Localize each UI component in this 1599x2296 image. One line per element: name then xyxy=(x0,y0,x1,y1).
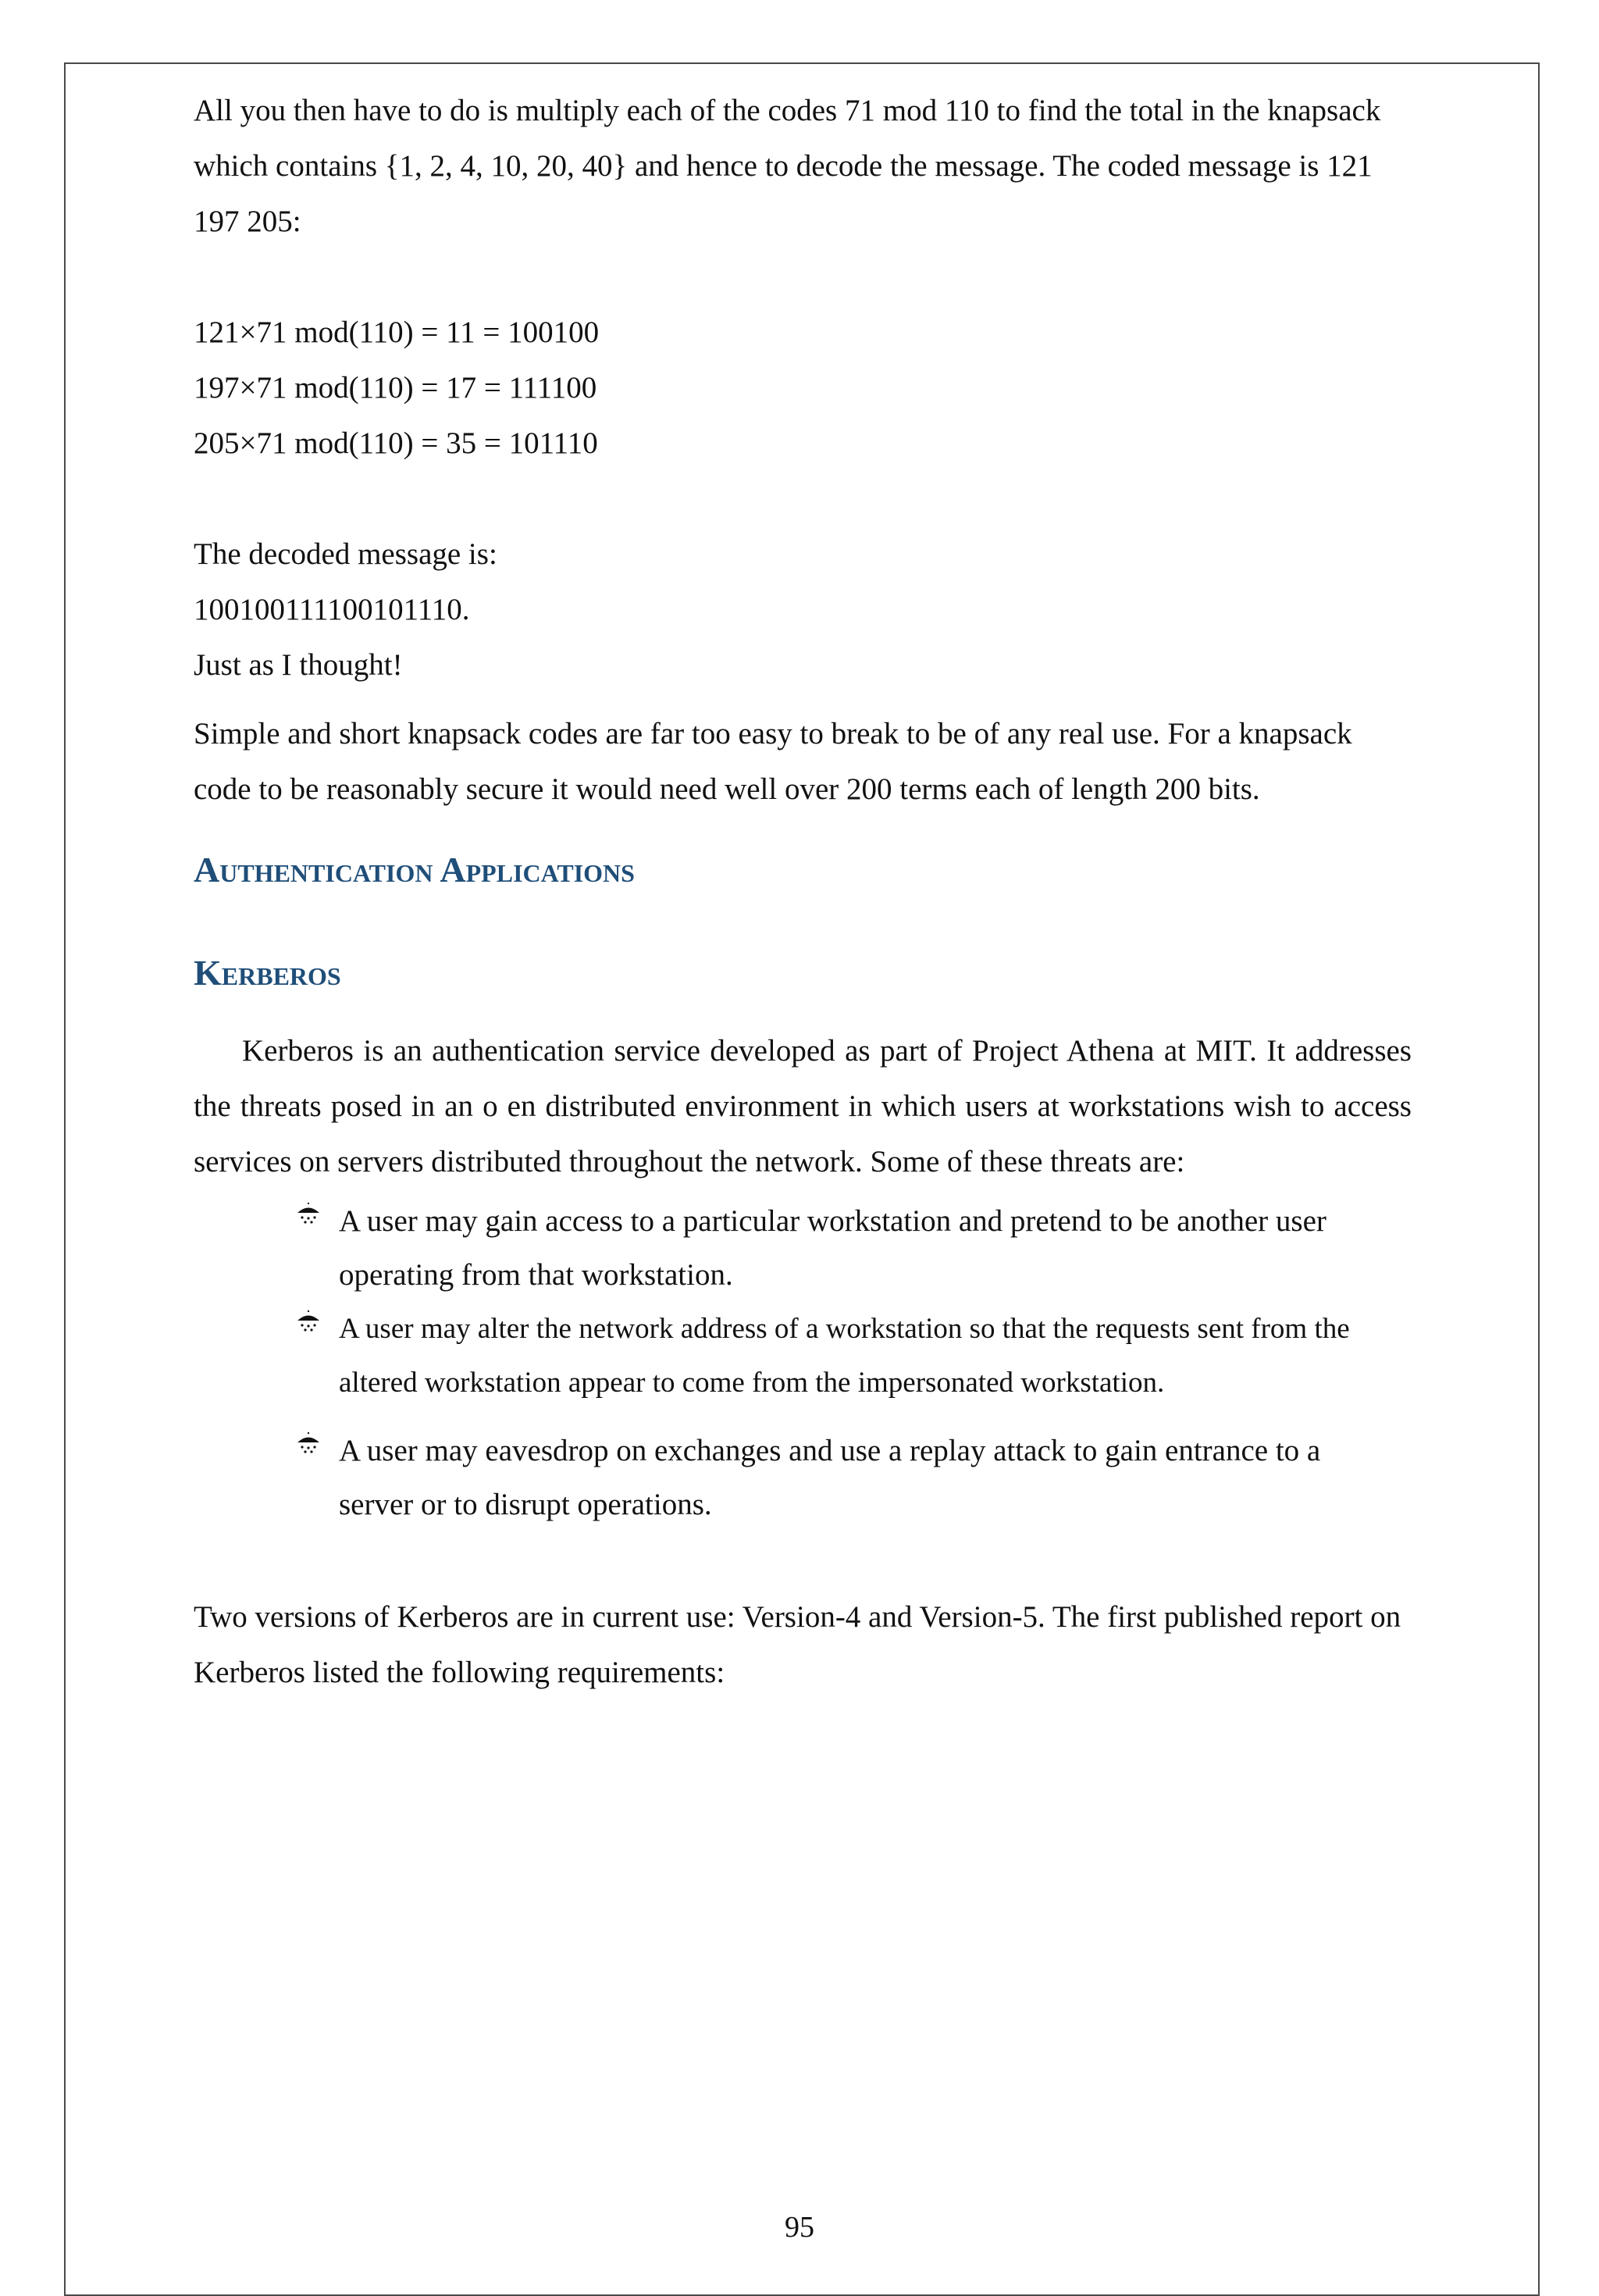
calc-line-3: 205×71 mod(110) = 35 = 101110 xyxy=(194,426,598,460)
page-content xyxy=(194,83,1412,1700)
list-item xyxy=(194,1302,1412,1410)
page-number: 95 xyxy=(785,2211,814,2244)
subsection-heading: Kerberos xyxy=(194,953,341,993)
calc-line-1: 121×71 mod(110) = 11 = 100100 xyxy=(194,316,600,349)
decoded-label: The decoded message is: xyxy=(194,537,497,571)
intro-paragraph: All you then have to do is multiply each of the codes 71 mod 110 to find the total in the knapsack which contains {1, 2, 4, 10, 20, 40} and hence to decode the message. The coded message is 121 197 205: xyxy=(194,94,1381,238)
versions-paragraph: Two versions of Kerberos are in current use: Version-4 and Version-5. The first published report on Kerberos listed the following requirements: xyxy=(194,1600,1401,1689)
list-item xyxy=(194,1424,1412,1531)
threat-text: A user may gain access to a particular workstation and pretend to be another user operating from that workstation. xyxy=(339,1204,1327,1292)
section-heading: Authentication Applications xyxy=(194,850,635,890)
calc-line-2: 197×71 mod(110) = 17 = 111100 xyxy=(194,371,597,405)
remark: Just as I thought! xyxy=(194,648,403,682)
umbrella-rain-icon xyxy=(295,1202,322,1228)
kerberos-intro-paragraph: Kerberos is an authentication service developed as part of Project Athena at MIT. It addresses the threats posed in an o en distributed environment in which users at workstations wish to access services on servers distributed throughout the network. Some of these threats are: xyxy=(194,1034,1412,1178)
list-item xyxy=(194,1194,1412,1302)
umbrella-rain-icon xyxy=(295,1431,322,1458)
umbrella-rain-icon xyxy=(295,1310,322,1336)
threat-list xyxy=(194,1194,1412,1531)
simple-codes-paragraph: Simple and short knapsack codes are far too easy to break to be of any real use. For a knapsack code to be reasonably secure it would need well over 200 terms each of length 200 bits. xyxy=(194,717,1352,806)
threat-text: A user may eavesdrop on exchanges and use a replay attack to gain entrance to a server or to disrupt operations. xyxy=(339,1434,1321,1521)
threat-text: A user may alter the network address of a workstation so that the requests sent from the altered workstation appear to come from the impersonated workstation. xyxy=(339,1313,1350,1399)
decoded-value: 100100111100101110. xyxy=(194,593,470,626)
